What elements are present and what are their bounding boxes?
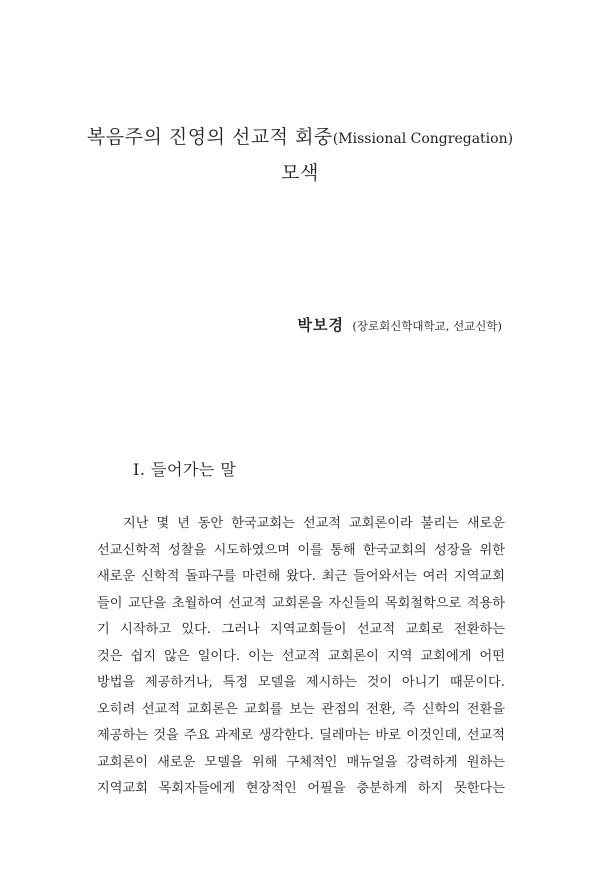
body-line: 방법을 제공하거나, 특정 모델을 제시하는 것이 아니기 때문이다.: [97, 675, 505, 690]
title-line-1: [60, 120, 540, 156]
paper-title: [60, 120, 540, 190]
title-korean: 복음주의 진영의 선교적 회중: [86, 126, 333, 148]
author-byline: [297, 314, 502, 335]
body-line: 지난 몇 년 동안 한국교회는 선교적 교회론이라 불리는 새로운: [123, 516, 505, 531]
body-line: 제공하는 것을 주요 과제로 생각한다. 딜레마는 바로 이것인데, 선교적: [97, 728, 505, 743]
section-heading: I. 들어가는 말: [133, 460, 237, 479]
author-affiliation: (장로회신학대학교, 선교신학): [352, 319, 502, 333]
title-line-2: 모색: [281, 162, 319, 184]
body-line: 지역교회 목회자들에게 현장적인 어필을 충분하게 하지 못한다는: [97, 781, 505, 796]
body-line: 오히려 선교적 교회론은 교회를 보는 관점의 전환, 즉 신학의 전환을: [97, 701, 505, 717]
body-line: 교회론이 새로운 모델을 위해 구체적인 매뉴얼을 강력하게 원하는: [97, 754, 505, 770]
body-line: 기 시작하고 있다. 그러나 지역교회들이 선교적 교회로 전환하는: [97, 622, 505, 637]
title-english: (Missional Congregation): [332, 131, 514, 147]
body-line: 것은 쉽지 않은 일이다. 이는 선교적 교회론이 지역 교회에게 어떤: [97, 648, 505, 664]
body-line: 들이 교단을 초월하여 선교적 교회론을 자신들의 목회철학으로 적용하: [97, 595, 505, 611]
body-paragraph: [97, 511, 505, 803]
body-line: 선교신학적 성찰을 시도하였으며 이를 통해 한국교회의 성장을 위한: [97, 542, 505, 558]
author-name: 박보경: [297, 316, 344, 334]
body-line: 새로운 신학적 돌파구를 마련해 왔다. 최근 들어와서는 여러 지역교회: [97, 569, 505, 584]
